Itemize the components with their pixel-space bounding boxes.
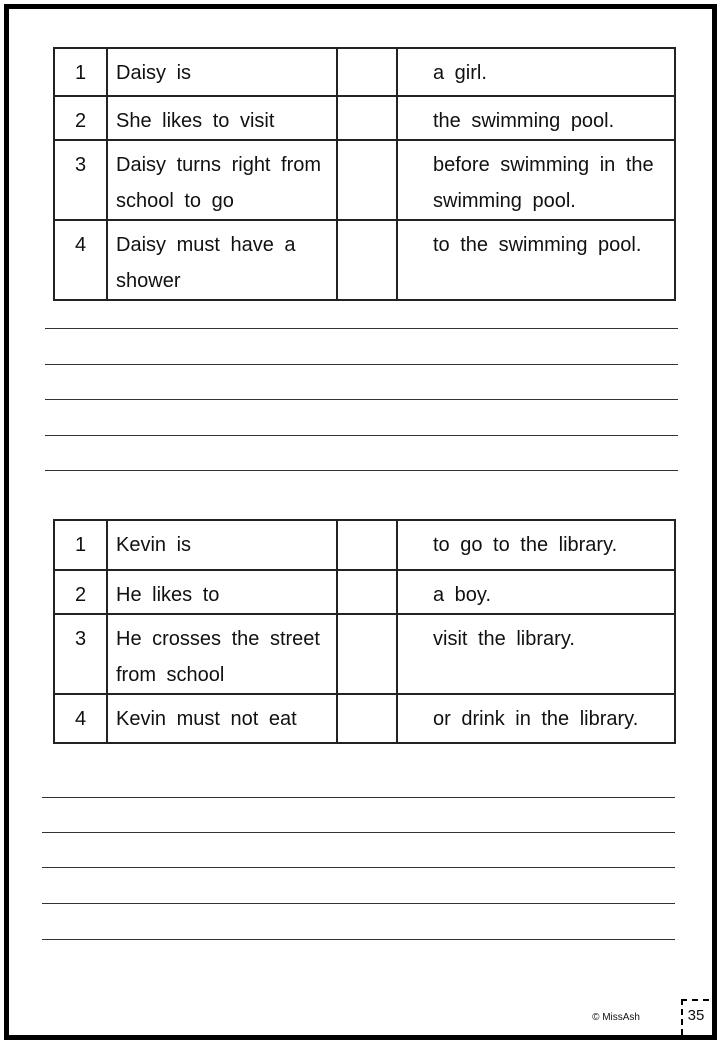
sentence-end: the swimming pool.: [397, 96, 675, 140]
sentence-start: Kevin must not eat: [107, 694, 337, 743]
sentence-end: a boy.: [397, 570, 675, 614]
answer-box[interactable]: [337, 570, 397, 614]
sentence-start: Kevin is: [107, 520, 337, 570]
row-number: 1: [54, 520, 107, 570]
answer-box[interactable]: [337, 220, 397, 300]
answer-box[interactable]: [337, 694, 397, 743]
table-row: [54, 520, 675, 570]
table-row: [54, 570, 675, 614]
row-number: 2: [54, 570, 107, 614]
answer-box[interactable]: [337, 48, 397, 96]
page-number: 35: [681, 999, 709, 1035]
table-row: [54, 96, 675, 140]
row-number: 3: [54, 614, 107, 694]
sentence-start: He likes to: [107, 570, 337, 614]
answer-box[interactable]: [337, 140, 397, 220]
answer-box[interactable]: [337, 96, 397, 140]
writing-line[interactable]: [42, 797, 675, 798]
row-number: 1: [54, 48, 107, 96]
writing-line[interactable]: [45, 364, 678, 365]
writing-line[interactable]: [45, 470, 678, 471]
sentence-end: to go to the library.: [397, 520, 675, 570]
sentence-start: Daisy turns right from school to go: [107, 140, 337, 220]
table-row: [54, 694, 675, 743]
table-row: [54, 220, 675, 300]
table-row: [54, 48, 675, 96]
matching-table-kevin: [53, 519, 676, 744]
row-number: 4: [54, 694, 107, 743]
row-number: 4: [54, 220, 107, 300]
sentence-start: Daisy is: [107, 48, 337, 96]
answer-box[interactable]: [337, 520, 397, 570]
sentence-start: Daisy must have a shower: [107, 220, 337, 300]
writing-line[interactable]: [45, 435, 678, 436]
sentence-start: He crosses the street from school: [107, 614, 337, 694]
writing-line[interactable]: [45, 328, 678, 329]
sentence-end: a girl.: [397, 48, 675, 96]
matching-table-daisy: [53, 47, 676, 301]
sentence-end: to the swimming pool.: [397, 220, 675, 300]
table-row: [54, 614, 675, 694]
row-number: 3: [54, 140, 107, 220]
writing-line[interactable]: [42, 832, 675, 833]
row-number: 2: [54, 96, 107, 140]
writing-line[interactable]: [42, 939, 675, 940]
writing-line[interactable]: [42, 903, 675, 904]
writing-line[interactable]: [42, 867, 675, 868]
sentence-end: before swimming in the swimming pool.: [397, 140, 675, 220]
writing-line[interactable]: [45, 399, 678, 400]
answer-box[interactable]: [337, 614, 397, 694]
sentence-end: visit the library.: [397, 614, 675, 694]
sentence-end: or drink in the library.: [397, 694, 675, 743]
copyright-credit: © MissAsh: [592, 1012, 640, 1023]
table-row: [54, 140, 675, 220]
sentence-start: She likes to visit: [107, 96, 337, 140]
